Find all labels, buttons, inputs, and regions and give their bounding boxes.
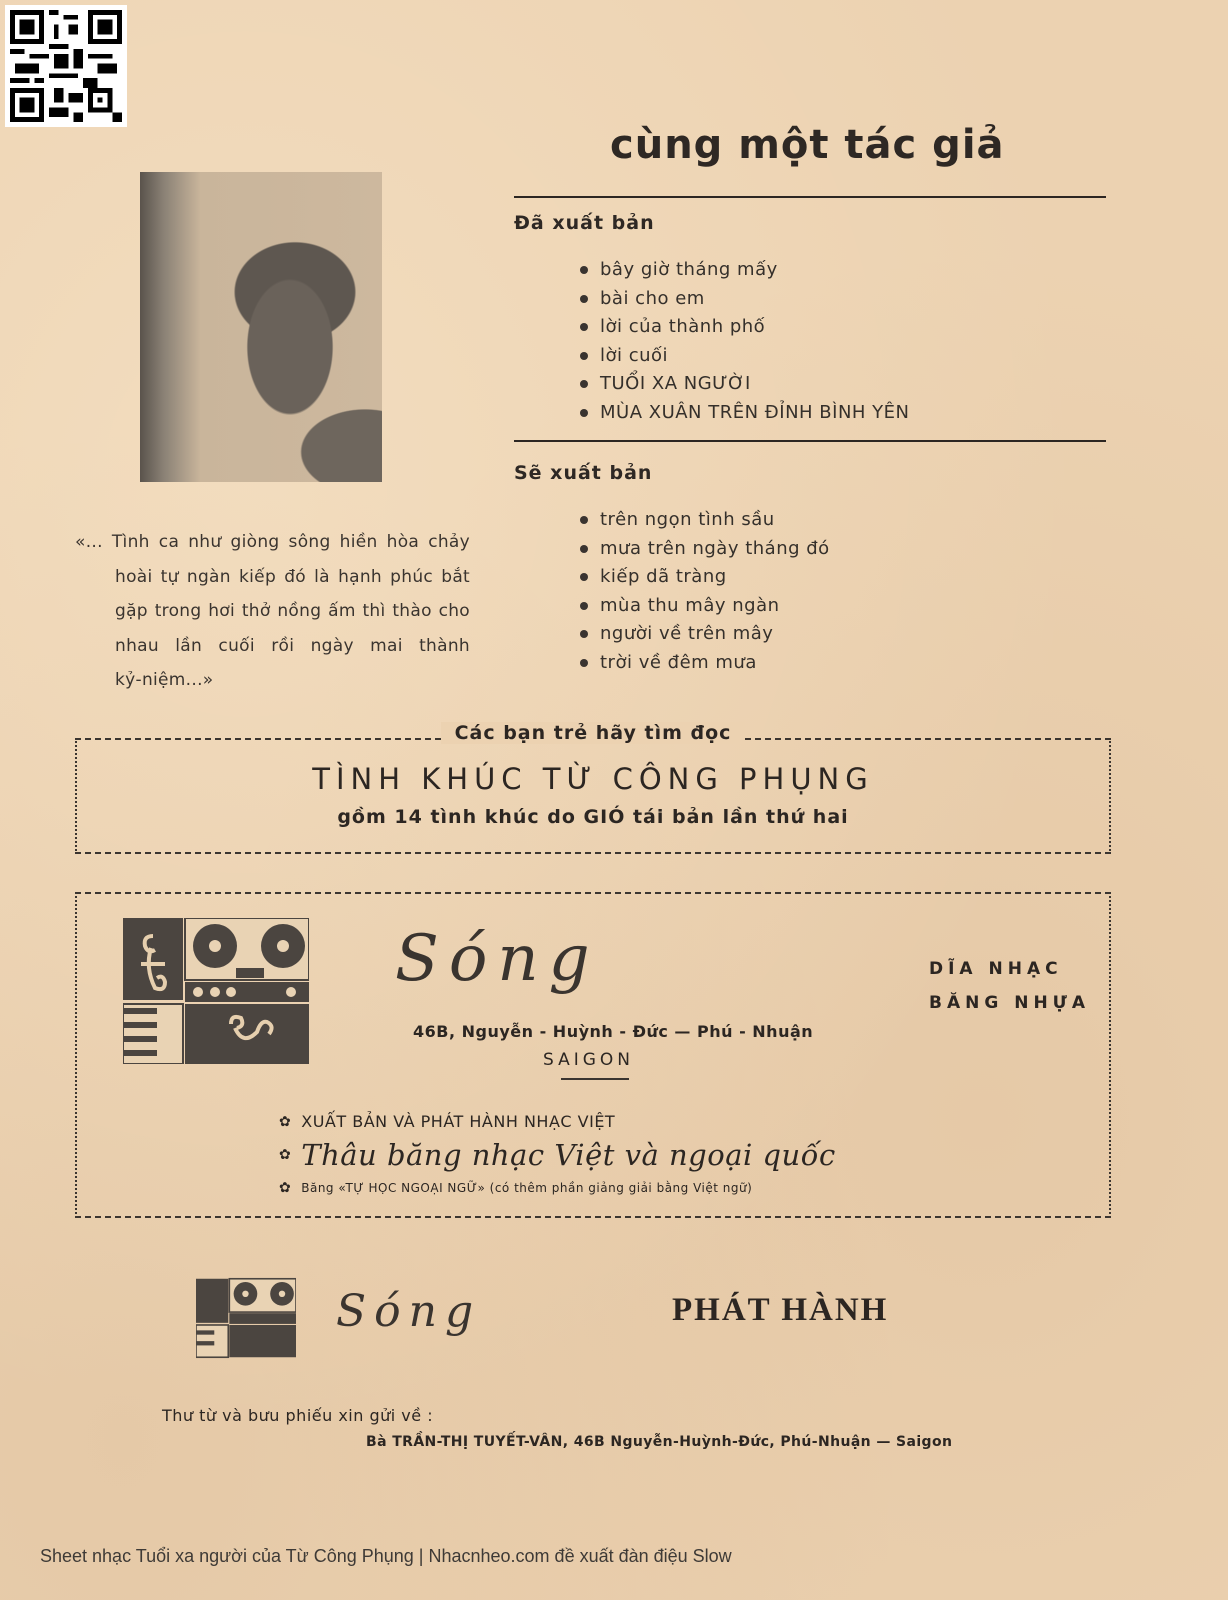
list-item: TUỔI XA NGƯỜI <box>580 370 910 399</box>
list-item: mưa trên ngày tháng đó <box>580 535 830 564</box>
author-quote: «... Tình ca như giòng sông hiền hòa chảy hoài tự ngàn kiếp đó là hạnh phúc bắt gặp trong hơi thở nồng ấm thì thào cho nhau lần cuối rồi ngày mai thành kỷ-niệm...» <box>75 532 470 690</box>
list-item: kiếp dã tràng <box>580 563 830 592</box>
upcoming-label: Sẽ xuất bản <box>514 462 653 484</box>
page-caption: Sheet nhạc Tuổi xa người của Từ Công Phụng | Nhacnheo.com đề xuất đàn điệu Slow <box>40 1546 732 1566</box>
mail-address: Bà TRẦN-THỊ TUYẾT-VÂN, 46B Nguyễn-Huỳnh-Đức, Phú-Nhuận — Saigon <box>366 1434 953 1450</box>
bullet-icon <box>580 630 588 638</box>
bullet-icon <box>580 516 588 524</box>
bullet-icon <box>580 295 588 303</box>
list-item: lời cuối <box>580 342 910 371</box>
flower-bullet-icon: ✿ <box>279 1180 292 1196</box>
bullet-icon <box>580 352 588 360</box>
store-address: 46B, Nguyễn - Huỳnh - Đức — Phú - Nhuận <box>413 1022 814 1041</box>
upcoming-list <box>580 506 830 677</box>
flower-bullet-icon: ✿ <box>279 1113 292 1130</box>
bullet-icon <box>580 323 588 331</box>
list-item: mùa thu mây ngàn <box>580 592 830 621</box>
bullet-icon <box>580 266 588 274</box>
list-item: lời của thành phố <box>580 313 910 342</box>
promo-title: TÌNH KHÚC TỪ CÔNG PHỤNG <box>312 762 874 796</box>
promo-intro: Các bạn trẻ hãy tìm đọc <box>77 722 1109 744</box>
ornament-divider <box>561 1078 629 1080</box>
brand-logo: Sóng <box>395 922 600 996</box>
bullet-icon <box>580 573 588 581</box>
distributor-brand: Sóng <box>336 1286 482 1337</box>
published-label: Đã xuất bản <box>514 212 655 234</box>
bullet-icon <box>580 602 588 610</box>
author-portrait-photo <box>140 172 382 482</box>
bullet-icon <box>580 659 588 667</box>
feature-item: ✿ Thâu băng nhạc Việt và ngoại quốc <box>279 1138 836 1172</box>
promo-box <box>75 722 1111 854</box>
feature-item: ✿ Băng «TỰ HỌC NGOẠI NGỮ» (có thêm phần giảng giải bằng Việt ngữ) <box>279 1180 753 1196</box>
flower-bullet-icon: ✿ <box>279 1147 292 1163</box>
divider <box>514 196 1106 198</box>
list-item: người về trên mây <box>580 620 830 649</box>
distributor-label: PHÁT HÀNH <box>672 1292 889 1328</box>
list-item: MÙA XUÂN TRÊN ĐỈNH BÌNH YÊN <box>580 399 910 428</box>
side-labels: DĨA NHẠC BĂNG NHỰA <box>929 959 1091 1013</box>
list-item: bài cho em <box>580 285 910 314</box>
qr-code-icon[interactable] <box>5 5 127 127</box>
feature-item: ✿ XUẤT BẢN VÀ PHÁT HÀNH NHẠC VIỆT <box>279 1112 616 1131</box>
divider <box>514 440 1106 442</box>
store-city: SAIGON <box>543 1050 635 1070</box>
bullet-icon <box>580 409 588 417</box>
tape-recorder-logo-icon <box>123 918 309 1064</box>
list-item: trên ngọn tình sầu <box>580 506 830 535</box>
promo-subtitle: gồm 14 tình khúc do GIÓ tái bản lần thứ hai <box>337 806 849 828</box>
tape-recorder-logo-icon <box>196 1276 296 1360</box>
page-title: cùng một tác giả <box>610 122 1005 168</box>
mail-label: Thư từ và bưu phiếu xin gửi về : <box>162 1406 434 1425</box>
published-list <box>580 256 910 427</box>
bullet-icon <box>580 545 588 553</box>
advert-box <box>75 892 1111 1218</box>
list-item: bây giờ tháng mấy <box>580 256 910 285</box>
list-item: trời về đêm mưa <box>580 649 830 678</box>
bullet-icon <box>580 380 588 388</box>
